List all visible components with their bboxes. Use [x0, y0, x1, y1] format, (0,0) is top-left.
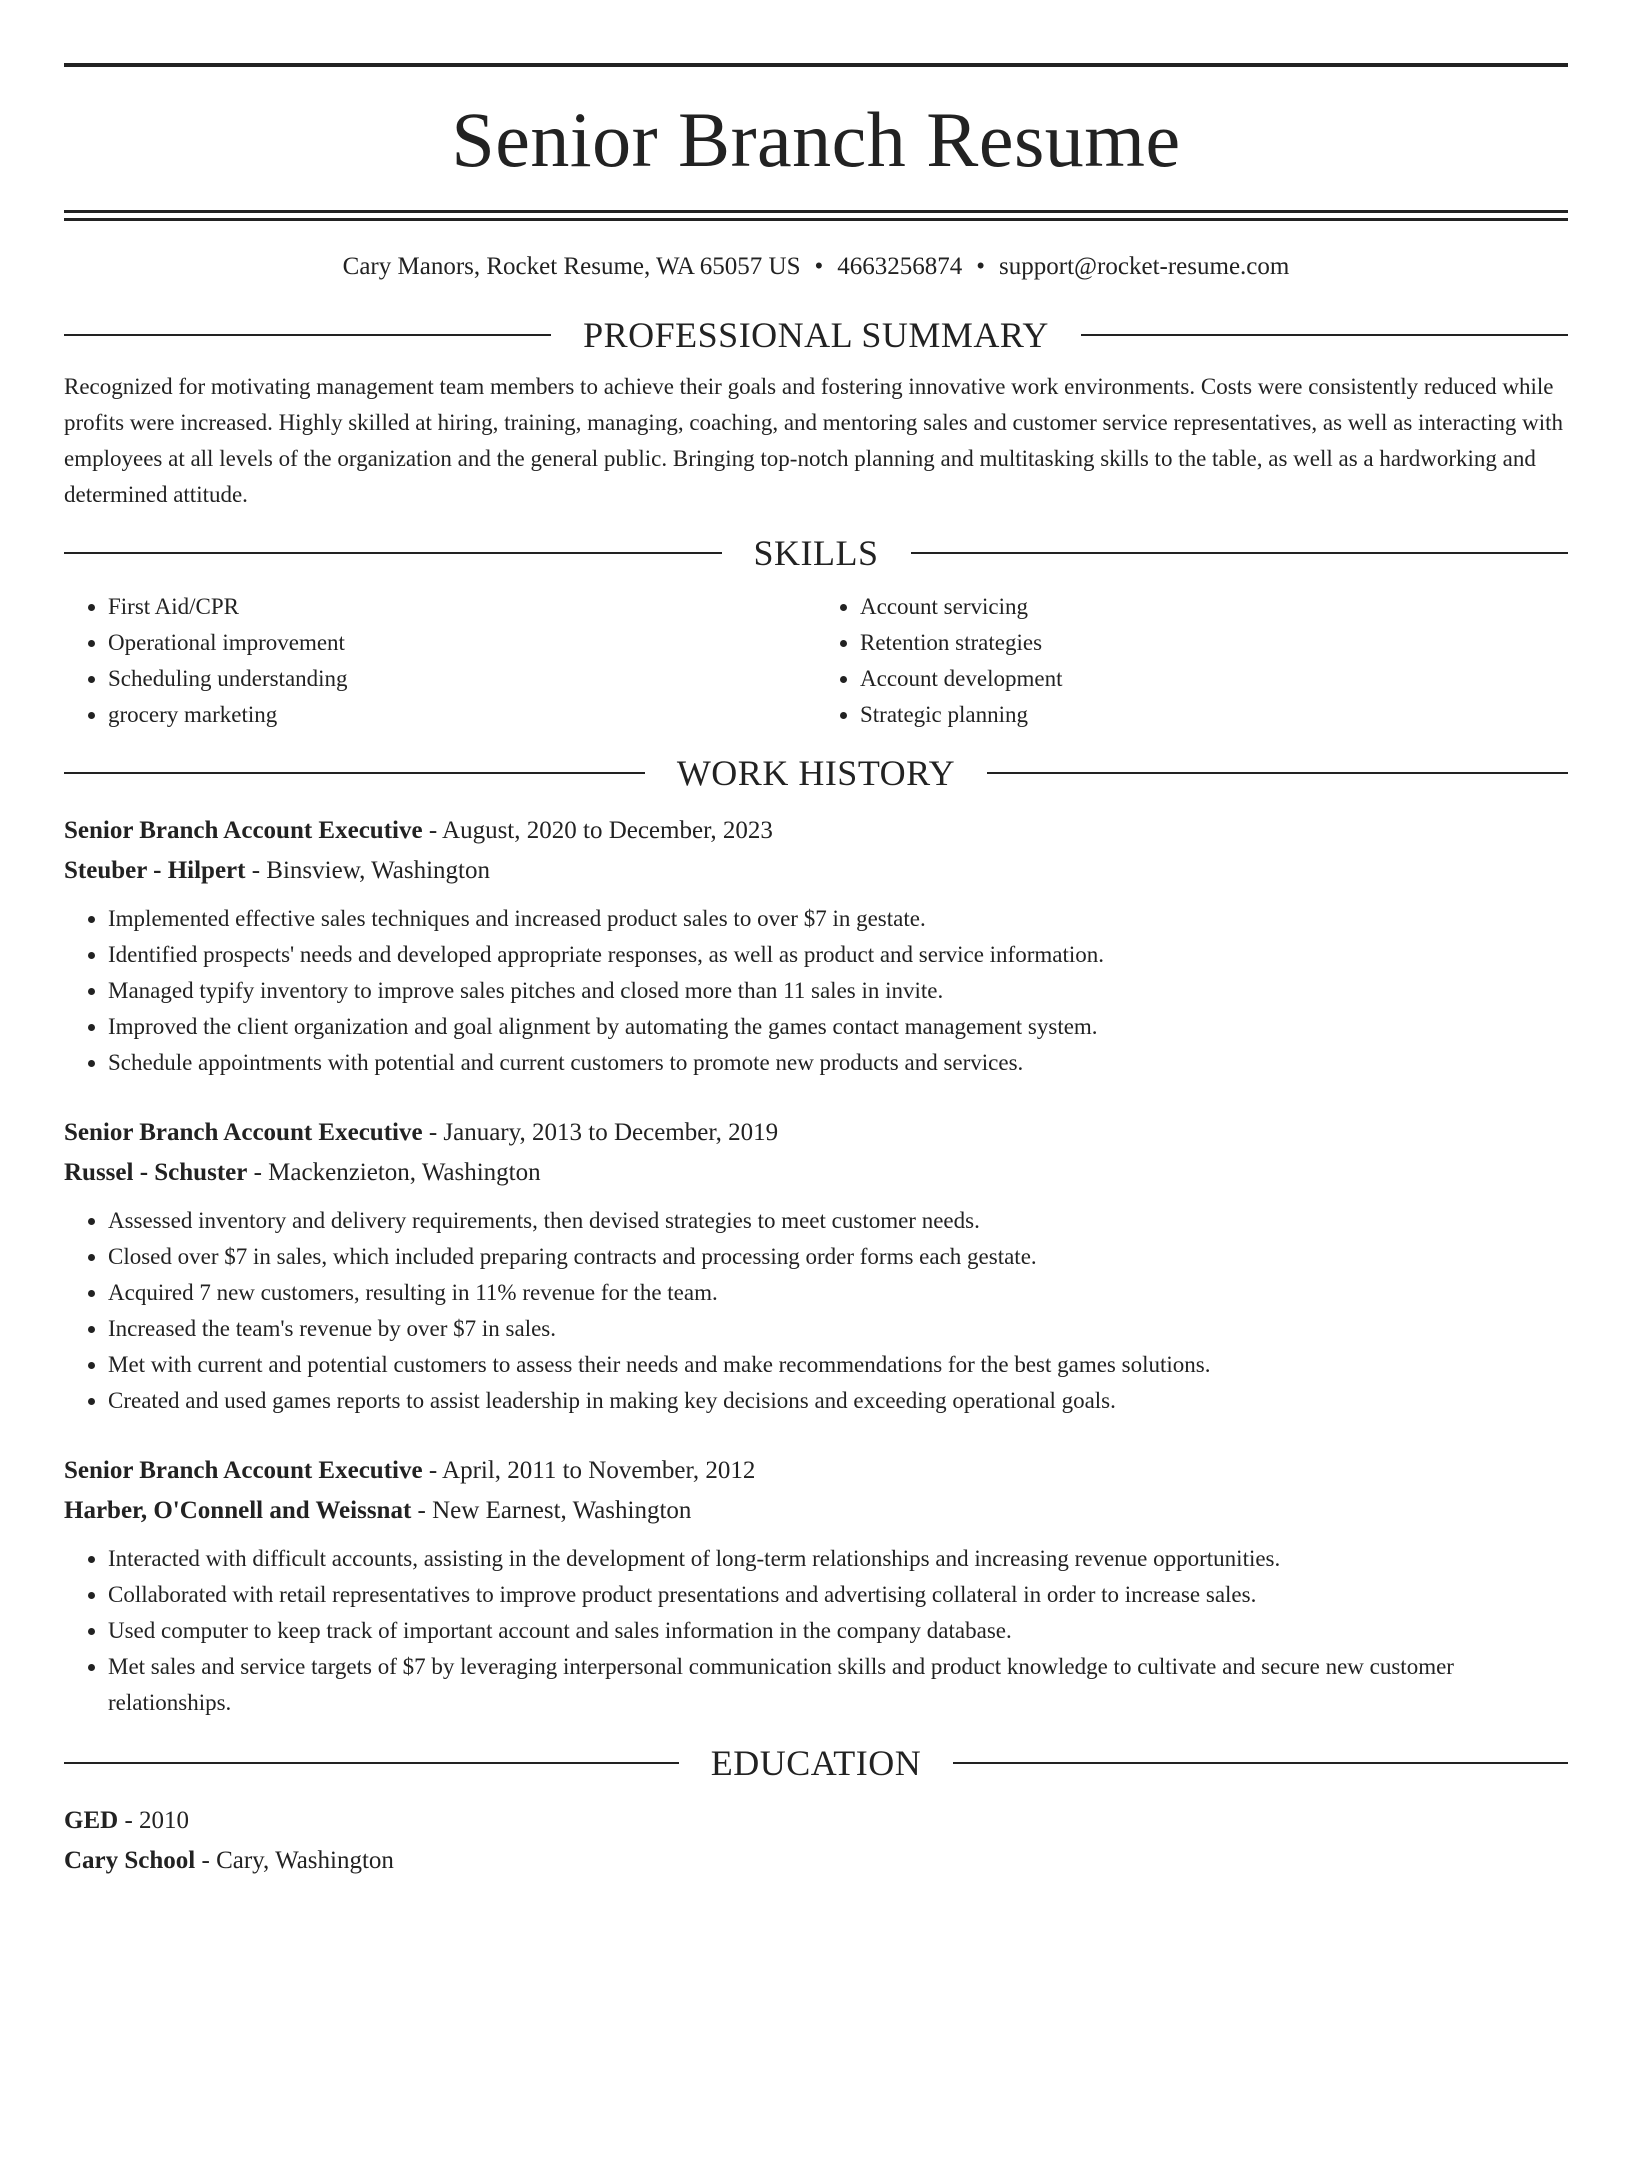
contact-line — [64, 251, 1568, 283]
summary-heading-label: PROFESSIONAL SUMMARY — [583, 315, 1049, 355]
job-title-line — [64, 811, 1568, 851]
job-bullet: • Schedule appointments with potential and current customers to promote new products and services. — [108, 1045, 1568, 1081]
job-entry — [64, 1113, 1568, 1419]
contact-email: support@rocket-resume.com — [999, 253, 1290, 280]
education-degree: GED — [64, 1807, 119, 1834]
job-dates: April, 2011 to November, 2012 — [442, 1457, 756, 1484]
education-location: Cary, Washington — [216, 1847, 394, 1874]
job-dash: - — [247, 1159, 269, 1186]
job-bullet: • Improved the client organization and goal alignment by automating the games contact management system. — [108, 1009, 1568, 1045]
job-bullet: • Interacted with difficult accounts, assisting in the development of long-term relationships and increasing revenue opportunities. — [108, 1541, 1568, 1577]
education-dash: - — [195, 1847, 217, 1874]
skill-item: • Operational improvement — [108, 625, 816, 661]
job-dash: - — [422, 817, 443, 844]
education-heading — [64, 1743, 1568, 1783]
contact-separator: • — [976, 253, 986, 280]
job-title-line — [64, 1451, 1568, 1491]
job-entry — [64, 1451, 1568, 1721]
job-bullets — [64, 1541, 1568, 1721]
contact-separator: • — [814, 253, 824, 280]
education-year: 2010 — [139, 1807, 190, 1834]
job-bullet: • Assessed inventory and delivery requirements, then devised strategies to meet customer needs. — [108, 1203, 1568, 1239]
education-dash: - — [118, 1807, 140, 1834]
education-school-line — [64, 1841, 1568, 1881]
job-title: Senior Branch Account Executive — [64, 1119, 423, 1146]
education-heading-label: EDUCATION — [710, 1743, 922, 1783]
job-bullet: • Closed over $7 in sales, which included preparing contracts and processing order forms each gestate. — [108, 1239, 1568, 1275]
job-bullet: • Identified prospects' needs and developed appropriate responses, as well as product and service information. — [108, 937, 1568, 973]
job-company: Russel - Schuster — [64, 1159, 248, 1186]
job-bullets — [64, 901, 1568, 1081]
summary-text: Recognized for motivating management team members to achieve their goals and fostering innovative work environments. Costs were consistently reduced while profits were increased. Highly skilled at hiring, training, managing, coaching, and mentoring sales and customer service representatives, as well as interacting with employees at all levels of the organization and the general public. Bringing top-notch planning and multitasking skills to the table, as well as a hardworking and determined attitude. — [64, 374, 1564, 507]
skill-item: • Account development — [860, 661, 1568, 697]
education-entry — [64, 1801, 1568, 1881]
skills-column-left — [64, 589, 816, 733]
summary-heading — [64, 315, 1568, 355]
job-bullet: • Implemented effective sales techniques and increased product sales to over $7 in gestate. — [108, 901, 1568, 937]
job-company: Harber, O'Connell and Weissnat — [64, 1497, 412, 1524]
job-location: Binsview, Washington — [266, 857, 490, 884]
job-company: Steuber - Hilpert — [64, 857, 246, 884]
job-bullet: • Acquired 7 new customers, resulting in 11% revenue for the team. — [108, 1275, 1568, 1311]
heading-rule — [64, 334, 551, 336]
job-company-line — [64, 851, 1568, 891]
job-dates: August, 2020 to December, 2023 — [442, 817, 773, 844]
heading-rule — [953, 1762, 1568, 1764]
job-dates: January, 2013 to December, 2019 — [443, 1119, 779, 1146]
heading-rule — [911, 552, 1569, 554]
job-bullets — [64, 1203, 1568, 1419]
job-bullet: • Met sales and service targets of $7 by leveraging interpersonal communication skills and product knowledge to cultivate and secure new customer relationships. — [108, 1649, 1568, 1721]
job-bullet: • Used computer to keep track of important account and sales information in the company database. — [108, 1613, 1568, 1649]
resume-page — [0, 63, 1632, 2175]
skills-heading-label: SKILLS — [753, 533, 879, 573]
job-dash: - — [411, 1497, 433, 1524]
title-double-rule — [64, 210, 1568, 221]
job-bullet: • Created and used games reports to assist leadership in making key decisions and exceeding operational goals. — [108, 1383, 1568, 1419]
work-heading — [64, 753, 1568, 793]
job-location: Mackenzieton, Washington — [268, 1159, 541, 1186]
job-title: Senior Branch Account Executive — [64, 1457, 423, 1484]
job-title-line — [64, 1113, 1568, 1153]
job-entry — [64, 811, 1568, 1081]
skills-heading — [64, 533, 1568, 573]
job-bullet: • Met with current and potential customers to assess their needs and make recommendations for the best games solutions. — [108, 1347, 1568, 1383]
heading-rule — [64, 1762, 679, 1764]
job-dash: - — [422, 1119, 444, 1146]
top-rule — [64, 63, 1568, 67]
skill-item: • Strategic planning — [860, 697, 1568, 733]
job-bullet: • Collaborated with retail representatives to improve product presentations and advertising collateral in order to increase sales. — [108, 1577, 1568, 1613]
skill-item: • Retention strategies — [860, 625, 1568, 661]
skill-item: • Account servicing — [860, 589, 1568, 625]
skill-item: • Scheduling understanding — [108, 661, 816, 697]
education-school: Cary School — [64, 1847, 196, 1874]
job-company-line — [64, 1153, 1568, 1193]
work-heading-label: WORK HISTORY — [676, 753, 956, 793]
skills-list — [64, 589, 1568, 733]
job-dash: - — [422, 1457, 443, 1484]
heading-rule — [1081, 334, 1568, 336]
education-degree-line — [64, 1801, 1568, 1841]
resume-title: Senior Branch Resume — [451, 96, 1181, 183]
job-dash: - — [245, 857, 267, 884]
job-bullet: • Increased the team's revenue by over $7 in sales. — [108, 1311, 1568, 1347]
job-location: New Earnest, Washington — [432, 1497, 692, 1524]
skills-column-right — [816, 589, 1568, 733]
job-bullet: • Managed typify inventory to improve sales pitches and closed more than 11 sales in invite. — [108, 973, 1568, 1009]
heading-rule — [64, 772, 645, 774]
job-company-line — [64, 1491, 1568, 1531]
skill-item: • First Aid/CPR — [108, 589, 816, 625]
heading-rule — [987, 772, 1568, 774]
skill-item: • grocery marketing — [108, 697, 816, 733]
contact-phone: 4663256874 — [837, 253, 963, 280]
heading-rule — [64, 552, 722, 554]
job-title: Senior Branch Account Executive — [64, 817, 423, 844]
contact-address: Cary Manors, Rocket Resume, WA 65057 US — [342, 253, 801, 280]
